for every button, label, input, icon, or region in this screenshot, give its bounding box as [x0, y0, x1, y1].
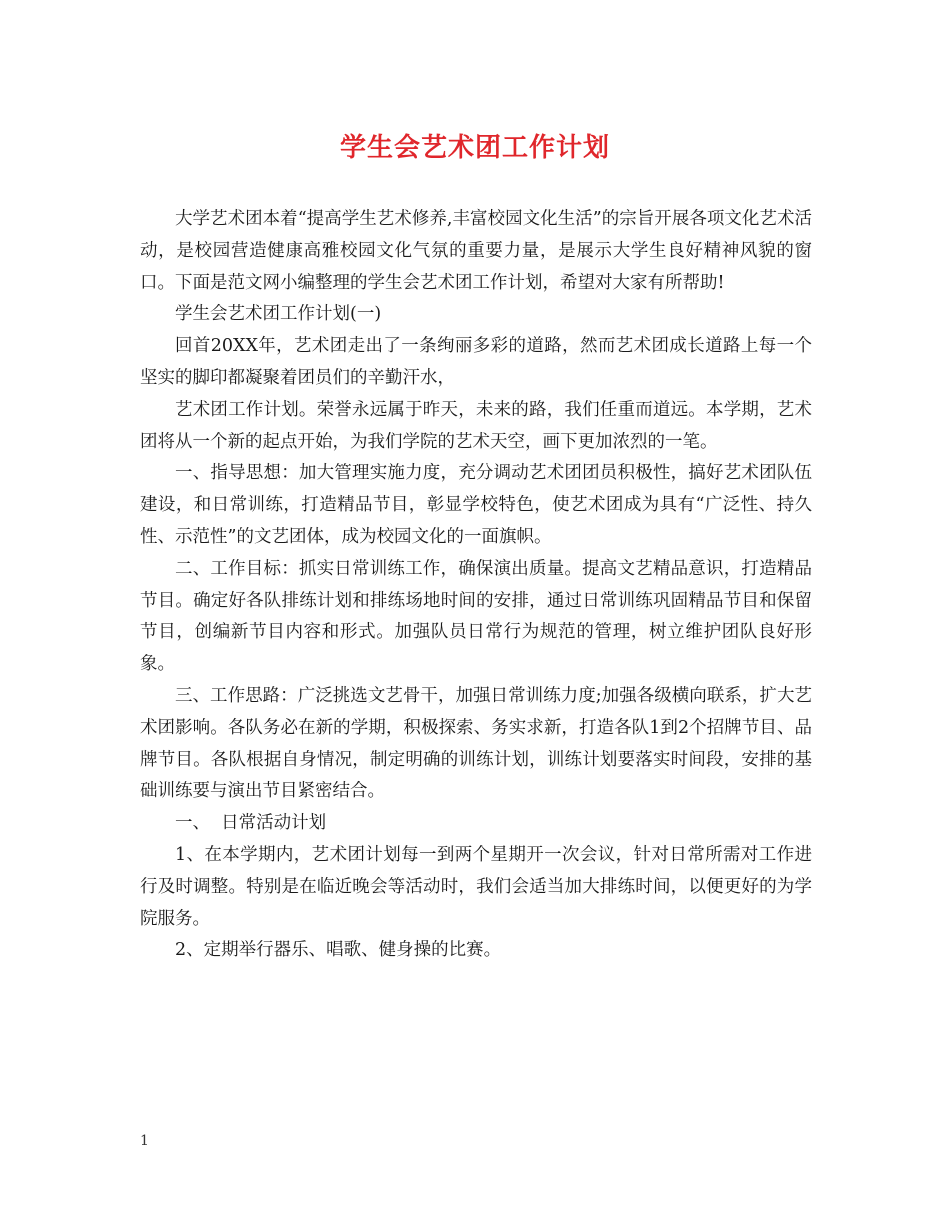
- paragraph-guiding-idea: 一、指导思想：加大管理实施力度，充分调动艺术团团员积极性，搞好艺术团队伍建设，和日常训练，打造精品节目，彰显学校特色，使艺术团成为具有“广泛性、持久性、示范性”的文艺团体，成为校园文化的一面旗帜。: [140, 463, 812, 547]
- paragraph-section-heading: 学生会艺术团工作计划(一): [175, 304, 382, 325]
- document-body: [140, 204, 812, 967]
- paragraph-intro: 大学艺术团本着“提高学生艺术修养,丰富校园文化生活”的宗旨开展各项文化艺术活动，是校园营造健康高雅校园文化气氛的重要力量，是展示大学生良好精神风貌的窗口。下面是范文网小编整理的学生会艺术团工作计划，希望对大家有所帮助!: [140, 209, 812, 293]
- paragraph-outlook: 艺术团工作计划。荣誉永远属于昨天，未来的路，我们任重而道远。本学期，艺术团将从一个新的起点开始，为我们学院的艺术天空，画下更加浓烈的一笔。: [140, 399, 812, 452]
- paragraph-review: 回首20XX年，艺术团走出了一条绚丽多彩的道路，然而艺术团成长道路上每一个坚实的脚印都凝聚着团员们的辛勤汗水，: [140, 336, 812, 388]
- paragraph-activity-2: 2、定期举行器乐、唱歌、健身操的比赛。: [175, 940, 502, 961]
- paragraph-work-goal: 二、工作目标：抓实日常训练工作，确保演出质量。提高文艺精品意识，打造精品节目。确定好各队排练计划和排练场地时间的安排，通过日常训练巩固精品节目和保留节目，创编新节目内容和形式。加强队员日常行为规范的管理，树立维护团队良好形象。: [140, 558, 812, 675]
- paragraph-activity-1: 1、在本学期内，艺术团计划每一到两个星期开一次会议，针对日常所需对工作进行及时调整。特别是在临近晚会等活动时，我们会适当加大排练时间，以便更好的为学院服务。: [140, 844, 812, 929]
- paragraph-work-approach: 三、工作思路：广泛挑选文艺骨干，加强日常训练力度;加强各级横向联系，扩大艺术团影响。各队务必在新的学期，积极探索、务实求新，打造各队1到2个招牌节目、品牌节目。各队根据自身情况，制定明确的训练计划，训练计划要落实时间段，安排的基础训练要与演出节目紧密结合。: [140, 685, 812, 802]
- page-number: 1: [140, 1133, 149, 1149]
- paragraph-activity-heading: 一、 日常活动计划: [175, 813, 327, 834]
- document-title: 学生会艺术团工作计划: [339, 133, 610, 163]
